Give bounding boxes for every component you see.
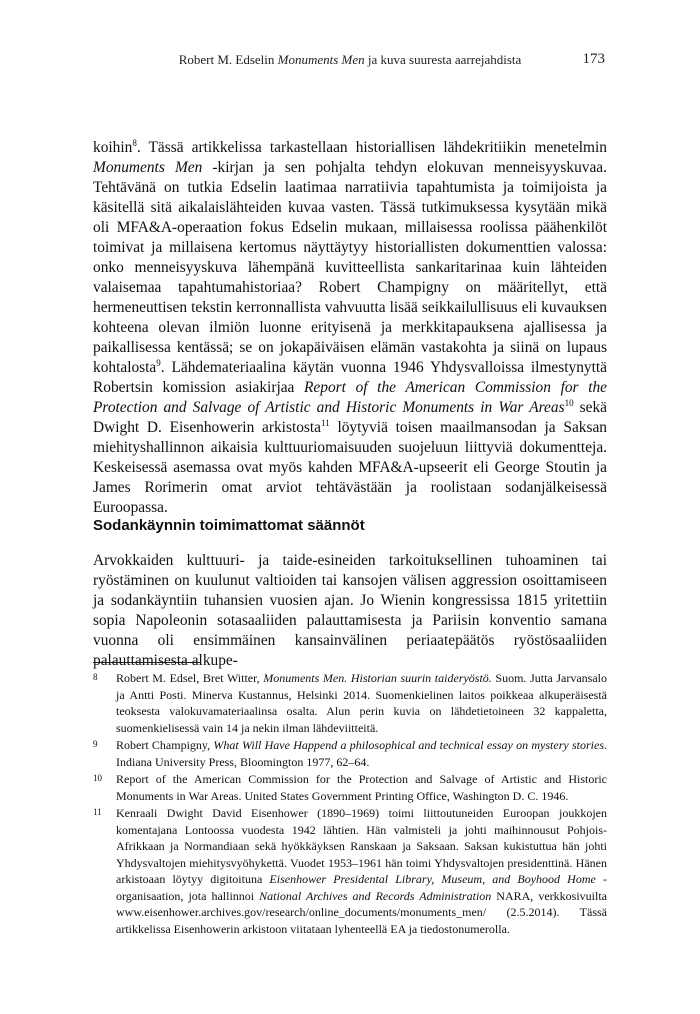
text-run: koihin	[93, 139, 133, 156]
footnote-ref: 8	[132, 137, 137, 148]
page-number: 173	[582, 51, 605, 67]
header-author: Robert M. Edselin	[178, 52, 278, 67]
text-run: -organisaation, jota hallinnoi	[116, 872, 607, 903]
text-run: NARA, verkkosivuilta www.eisenhower.archives.gov/research/online_documents/monuments_men/ (2.5.2014). Tässä artikkelissa Eisenhowerin arkistoon viitataan lyhenteellä EA ja tiedostonumerolla.	[116, 888, 607, 936]
footnote-ref: 11	[321, 417, 330, 428]
text-run: sekä Dwight D. Eisenhowerin arkistosta	[93, 399, 607, 436]
body-paragraph-2	[93, 551, 607, 671]
text-run: -kirjan ja sen pohjalta tehdyn elokuvan menneisyyskuvaa. Tehtävänä on tutkia Edselin laatimaa narratiivia tapahtumista ja toimijoista ja käsitellä sitä aikalaislähteiden kuvaa vasten. Tässä tutkimuksessa kysytään mikä oli MFA&A-operaation fokus Edselin mukaan, millaisessa roolissa päähenkilöt toimivat ja millaisena kertomus näyttäytyy historiallisten dokumenttien valossa: onko menneisyyskuva lähempänä kuvitteellista sankaritarinaa kuin lähteiden valaisemaa tapahtumahistoriaa? Robert Champigny on määritellyt, että hermeneuttisen tekstin kerronnallista vahvuutta lisää seikkailullisuus eli kuvauksen kohteena olevan ilmiön luonne erityisenä ja merkkitapauksena ajallisessa ja paikallisessa kentässä; se on jokapäiväisen elämän vastakohta ja siinä on lupaus kohtalosta	[93, 159, 607, 376]
text-run: . Tässä artikkelissa tarkastellaan historiallisen lähdekritiikin menetelmin	[136, 139, 607, 156]
footnote-number: 8	[93, 672, 98, 682]
footnote-8	[93, 670, 607, 736]
text-run: . Lähdemateriaalina käytän vuonna 1946 Yhdysvalloissa ilmestynyttä Robertsin komission asiakirjaa	[93, 359, 607, 396]
italic-text: What Will Have Happend a philosophical and technical essay on mystery stories	[213, 738, 604, 752]
italic-text: Monuments Men. Historian suurin taideryöstö.	[263, 671, 492, 685]
body-paragraph-1	[93, 138, 607, 518]
header-rest: ja kuva suuresta aarrejahdista	[364, 52, 522, 67]
footnote-10	[93, 771, 607, 804]
text-run: Robert Champigny,	[116, 738, 214, 752]
footnote-ref: 10	[564, 397, 574, 408]
section-heading: Sodankäynnin toimimattomat säännöt	[93, 517, 365, 534]
header-book-title: Monuments Men	[277, 52, 365, 67]
running-header	[0, 50, 700, 72]
italic-text: Report of the American Commission for the Protection and Salvage of Artistic and Historic Monuments in War Areas	[93, 379, 607, 416]
footnote-number: 10	[93, 773, 102, 783]
paragraph-2-text: Arvokkaiden kulttuuri- ja taide-esineiden tarkoituksellinen tuhoaminen tai ryöstäminen on kuulunut valtioiden tai kansojen välisen aggression osoittamiseen ja sodankäyntiin tuhansien vuosien ajan. Jo Wienin kongressissa 1815 yritettiin sopia Napoleonin sotasaaliiden palauttamisesta ja Pariisin konventio samana vuonna oli ensimmäinen kansainvälinen periaatepäätös ryöstösaaliiden palauttamisesta alkupe-	[93, 552, 607, 669]
text-run: . Indiana University Press, Bloomington 1977, 62–64.	[116, 738, 607, 769]
footnotes	[93, 670, 607, 938]
text-run: Robert M. Edsel, Bret Witter,	[116, 671, 264, 685]
footnote-11	[93, 805, 607, 937]
italic-text: Monuments Men	[93, 159, 203, 176]
footnote-ref: 9	[156, 357, 161, 368]
footnote-9	[93, 737, 607, 770]
footnote-divider	[93, 662, 201, 663]
footnote-number: 11	[93, 807, 102, 817]
text-run: Kenraali Dwight David Eisenhower (1890–1969) toimi liittoutuneiden Euroopan joukkojen komentajana Lontoossa vuodesta 1942 lähtien. Hän valmisteli ja johti maihinnousut Pohjois-Afrikkaan ja Normandiaan sekä hyökkäyksen Ranskaan ja Saksaan. Saksan kukistuttua hän johti Yhdysvaltojen miehitysvyöhykettä. Vuodet 1953–1961 hän toimi Yhdysvaltojen presidenttinä. Hänen arkistoaan löytyy digitoituna	[116, 806, 607, 886]
text-run: Report of the American Commission for the Protection and Salvage of Artistic and Historic Monuments in War Areas. United States Government Printing Office, Washington D. C. 1946.	[116, 772, 607, 803]
text-run: löytyviä toisen maailmansodan ja Saksan miehityshallinnon aikaisia kulttuuriomaisuuden suojeluun liittyviä dokumentteja. Keskeisessä asemassa ovat myös kahden MFA&A-upseerit eli George Stoutin ja James Rorimerin omat arviot tehtävästään ja roolistaan sodanjälkeisessä Euroopassa.	[93, 419, 607, 516]
italic-text: Eisenhower Presidental Library, Museum, and Boyhood Home	[269, 872, 596, 886]
footnote-number: 9	[93, 739, 98, 749]
text-run: Suom. Jutta Jarvansalo ja Antti Posti. Minerva Kustannus, Helsinki 2014. Suomenkielinen laitos poikkeaa alkuperäisestä teoksesta valokuvamateriaalinsa osalta. Alun perin kuvia on lähdetietoineen 32 kappaletta, suomenkielisessä vain 14 ja nekin ilman lähdeviitteitä.	[116, 671, 608, 735]
paragraph-1-text	[93, 138, 607, 518]
italic-text: National Archives and Records Administration	[259, 888, 492, 903]
